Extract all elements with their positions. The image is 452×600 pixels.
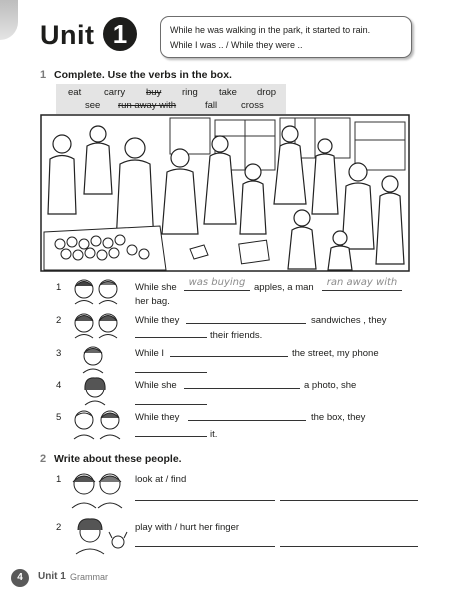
item-5-text-start: While they — [135, 412, 180, 423]
word-take: take — [219, 87, 237, 98]
footer-section-label: Grammar — [70, 572, 108, 582]
item-3-portrait — [80, 344, 106, 374]
item-2-text-end: their friends. — [210, 330, 263, 341]
item-2-blank-2[interactable] — [135, 327, 207, 338]
exercise-1-number: 1 — [40, 69, 47, 81]
item-5-portrait — [70, 408, 126, 440]
item-5-text-middle: the box, they — [311, 412, 366, 423]
item-4-text-end: a photo, she — [304, 380, 357, 391]
word-see: see — [85, 100, 101, 111]
exercise-2-title: Write about these people. — [54, 453, 182, 465]
ex2-item-1-number: 1 — [56, 474, 62, 485]
word-carry: carry — [104, 87, 126, 98]
item-5-blank-1[interactable] — [188, 410, 306, 421]
item-2-text-middle: sandwiches , they — [311, 315, 387, 326]
grammar-example-line-1: While he was walking in the park, it started to rain. — [170, 25, 371, 35]
item-3-blank-1[interactable] — [170, 346, 288, 357]
street-scene-illustration — [40, 114, 410, 272]
item-2-portrait — [72, 311, 122, 339]
word-buy: buy — [146, 87, 162, 98]
ex2-item-1-blank-1[interactable] — [135, 490, 275, 501]
item-2-number: 2 — [56, 315, 62, 326]
word-eat: eat — [68, 87, 82, 98]
word-run-away-with: run away with — [118, 100, 177, 111]
unit-number-badge: 1 — [103, 17, 137, 51]
item-5-blank-2[interactable] — [135, 426, 207, 437]
item-1-answer-2: ran away with — [326, 277, 398, 288]
item-2-blank-1[interactable] — [186, 313, 306, 324]
ex2-item-2-blank-2[interactable] — [280, 536, 418, 547]
item-1-text-middle: apples, a man — [254, 282, 314, 293]
exercise-1-title: Complete. Use the verbs in the box. — [54, 69, 232, 81]
item-1-text-start: While she — [135, 282, 177, 293]
page-number-badge: 4 — [11, 569, 29, 587]
ex2-item-2-blank-1[interactable] — [135, 536, 275, 547]
grammar-example-line-2: While I was .. / While they were .. — [170, 40, 303, 50]
word-cross: cross — [241, 100, 264, 111]
word-drop: drop — [257, 87, 277, 98]
item-1-answer-1: was buying — [188, 277, 246, 288]
grammar-example-box — [160, 16, 412, 58]
item-4-portrait — [82, 376, 108, 406]
word-ring: ring — [182, 87, 198, 98]
word-fall: fall — [205, 100, 218, 111]
ex2-item-1-portrait — [70, 470, 126, 510]
item-5-number: 5 — [56, 412, 62, 423]
ex2-item-2-portrait — [70, 516, 130, 556]
item-1-number: 1 — [56, 282, 62, 293]
item-4-blank-2[interactable] — [135, 394, 207, 405]
ex2-item-2-number: 2 — [56, 522, 62, 533]
item-3-number: 3 — [56, 348, 62, 359]
item-1-portrait — [72, 277, 122, 305]
item-4-text-start: While she — [135, 380, 177, 391]
item-5-text-end: it. — [210, 429, 218, 440]
item-2-text-start: While they — [135, 315, 180, 326]
page-corner-tab — [0, 0, 18, 40]
item-3-text-start: While I — [135, 348, 165, 359]
item-3-text-end: the street, my phone — [292, 348, 379, 359]
footer-unit-label: Unit 1 — [38, 571, 66, 582]
item-3-blank-2[interactable] — [135, 362, 207, 373]
item-4-number: 4 — [56, 380, 62, 391]
unit-title: Unit — [40, 20, 95, 50]
ex2-item-2-prompt: play with / hurt her finger — [135, 522, 240, 533]
ex2-item-1-blank-2[interactable] — [280, 490, 418, 501]
exercise-2-number: 2 — [40, 453, 47, 465]
ex2-item-1-prompt: look at / find — [135, 474, 187, 485]
item-4-blank-1[interactable] — [184, 378, 300, 389]
item-1-text-end: her bag. — [135, 296, 170, 307]
